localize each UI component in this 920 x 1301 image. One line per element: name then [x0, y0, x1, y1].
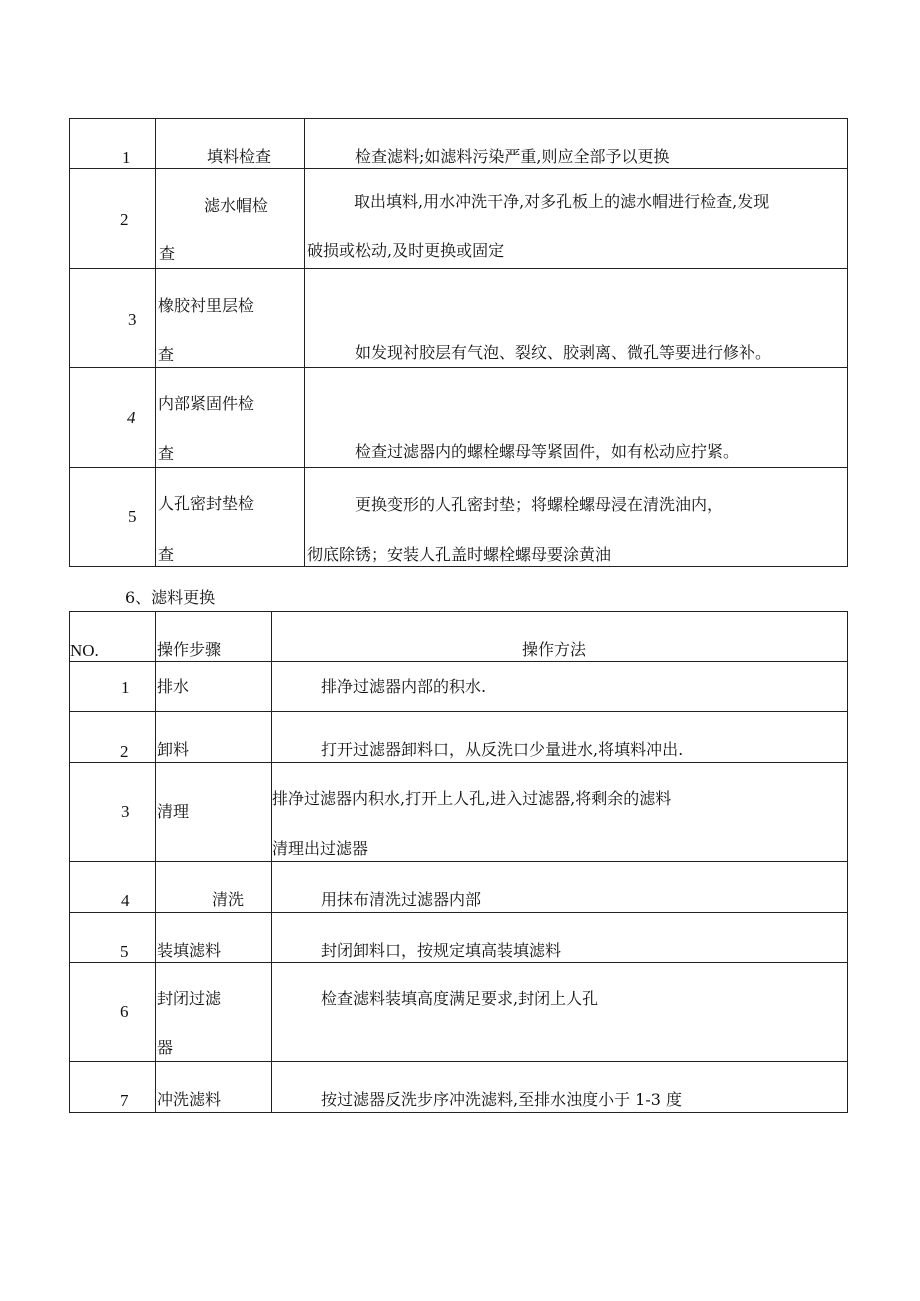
- item-label-line2: 查: [159, 244, 176, 263]
- item-cell: [156, 169, 305, 269]
- method-text-line1: 取出填料,用水冲洗干净,对多孔板上的滤水帽进行检查,发现: [354, 192, 770, 211]
- row-number-cell: [70, 712, 156, 763]
- method-text: 检查滤料装填高度满足要求,封闭上人孔: [321, 989, 599, 1008]
- item-cell: [156, 368, 305, 468]
- row-number-cell: [70, 763, 156, 862]
- row-number-cell: [70, 862, 156, 913]
- method-text-line1: 更换变形的人孔密封垫；将螺栓螺母浸在清洗油内，: [355, 495, 724, 514]
- step-cell: [156, 913, 272, 963]
- row-number-cell: [70, 662, 156, 712]
- method-cell: [272, 963, 848, 1062]
- item-label-line2: 查: [158, 444, 175, 463]
- table-row: [70, 763, 848, 862]
- table-row: [70, 913, 848, 963]
- header-method: 操作方法: [522, 640, 587, 659]
- row-number: 5: [128, 507, 137, 526]
- inspection-table: [69, 118, 848, 567]
- item-label-line1: 人孔密封垫检: [158, 494, 255, 513]
- method-cell: [272, 1062, 848, 1113]
- step-cell: [156, 763, 272, 862]
- header-no: NO.: [70, 641, 99, 660]
- item-label-line1: 内部紧固件检: [158, 394, 255, 413]
- item-cell: [156, 119, 305, 169]
- step-cell: [156, 662, 272, 712]
- step-label: 装填滤料: [157, 941, 222, 960]
- table-row: [70, 119, 848, 169]
- row-number-cell: [70, 468, 156, 567]
- method-text: 检查过滤器内的螺栓螺母等紧固件，如有松动应拧紧。: [355, 442, 740, 461]
- row-number-cell: [70, 1062, 156, 1113]
- method-text: 打开过滤器卸料口，从反洗口少量进水,将填料冲出.: [321, 740, 684, 759]
- table-row: [70, 269, 848, 368]
- replacement-table: [69, 611, 848, 1113]
- table-row: [70, 1062, 848, 1113]
- method-cell: [305, 169, 848, 269]
- step-label: 卸料: [157, 740, 190, 759]
- method-text: 如发现衬胶层有气泡、裂纹、胶剥离、微孔等要进行修补。: [355, 343, 772, 362]
- method-cell: [272, 862, 848, 913]
- header-cell-step: [156, 612, 272, 662]
- row-number: 2: [120, 210, 129, 229]
- step-label: 清理: [157, 802, 190, 821]
- step-label: 清洗: [212, 890, 245, 909]
- step-cell: [156, 712, 272, 763]
- step-label-line1: 封闭过滤: [157, 989, 222, 1008]
- method-cell: [305, 468, 848, 567]
- table-row: [70, 862, 848, 913]
- row-number-cell: [70, 913, 156, 963]
- table-row: [70, 662, 848, 712]
- method-text-line2: 彻底除锈；安装人孔盖时螺栓螺母要涂黄油: [307, 545, 612, 564]
- header-cell-method: [272, 612, 848, 662]
- header-cell-no: [70, 612, 156, 662]
- row-number: 4: [121, 891, 130, 910]
- method-text: 排净过滤器内部的积水.: [321, 677, 487, 696]
- table-row: [70, 468, 848, 567]
- method-cell: [305, 119, 848, 169]
- row-number: 1: [121, 678, 130, 697]
- step-label: 排水: [157, 677, 190, 696]
- section-heading: 6、滤料更换: [125, 588, 216, 607]
- row-number: 3: [121, 802, 130, 821]
- item-label: 填料检查: [207, 147, 272, 166]
- item-label-line2: 查: [158, 545, 175, 564]
- row-number: 5: [120, 942, 129, 961]
- table-row: [70, 169, 848, 269]
- method-text: 用抹布清洗过滤器内部: [321, 890, 482, 909]
- method-cell: [305, 368, 848, 468]
- method-text: 按过滤器反洗步序冲洗滤料,至排水浊度小于 1-3 度: [321, 1090, 683, 1109]
- step-cell: [156, 963, 272, 1062]
- method-cell: [272, 913, 848, 963]
- row-number: 6: [120, 1002, 129, 1021]
- method-cell: [272, 712, 848, 763]
- row-number-cell: [70, 119, 156, 169]
- table-row: [70, 712, 848, 763]
- row-number: 3: [128, 310, 137, 329]
- row-number-cell: [70, 368, 156, 468]
- item-label-line1: 橡胶衬里层检: [158, 296, 255, 315]
- method-cell: [272, 763, 848, 862]
- step-cell: [156, 1062, 272, 1113]
- step-label-line2: 器: [157, 1038, 174, 1057]
- row-number-cell: [70, 963, 156, 1062]
- row-number: 4: [127, 408, 136, 427]
- item-cell: [156, 468, 305, 567]
- row-number-cell: [70, 269, 156, 368]
- table-row: [70, 368, 848, 468]
- row-number: 7: [120, 1091, 129, 1110]
- item-label-line1: 滤水帽检: [204, 196, 269, 215]
- method-text-line2: 清理出过滤器: [272, 839, 369, 858]
- table-header-row: [70, 612, 848, 662]
- row-number: 1: [122, 148, 131, 167]
- step-label: 冲洗滤料: [157, 1090, 222, 1109]
- table-row: [70, 963, 848, 1062]
- step-cell: [156, 862, 272, 913]
- item-label-line2: 查: [158, 345, 175, 364]
- item-cell: [156, 269, 305, 368]
- header-step: 操作步骤: [157, 640, 222, 659]
- method-text-line2: 破损或松动,及时更换或固定: [307, 241, 505, 260]
- method-text-line1: 排净过滤器内积水,打开上人孔,进入过滤器,将剩余的滤料: [272, 789, 672, 808]
- method-text: 封闭卸料口，按规定填高装填滤料: [321, 941, 562, 960]
- row-number: 2: [120, 742, 129, 761]
- method-text: 检查滤料;如滤料污染严重,则应全部予以更换: [355, 147, 670, 166]
- row-number-cell: [70, 169, 156, 269]
- method-cell: [272, 662, 848, 712]
- method-cell: [305, 269, 848, 368]
